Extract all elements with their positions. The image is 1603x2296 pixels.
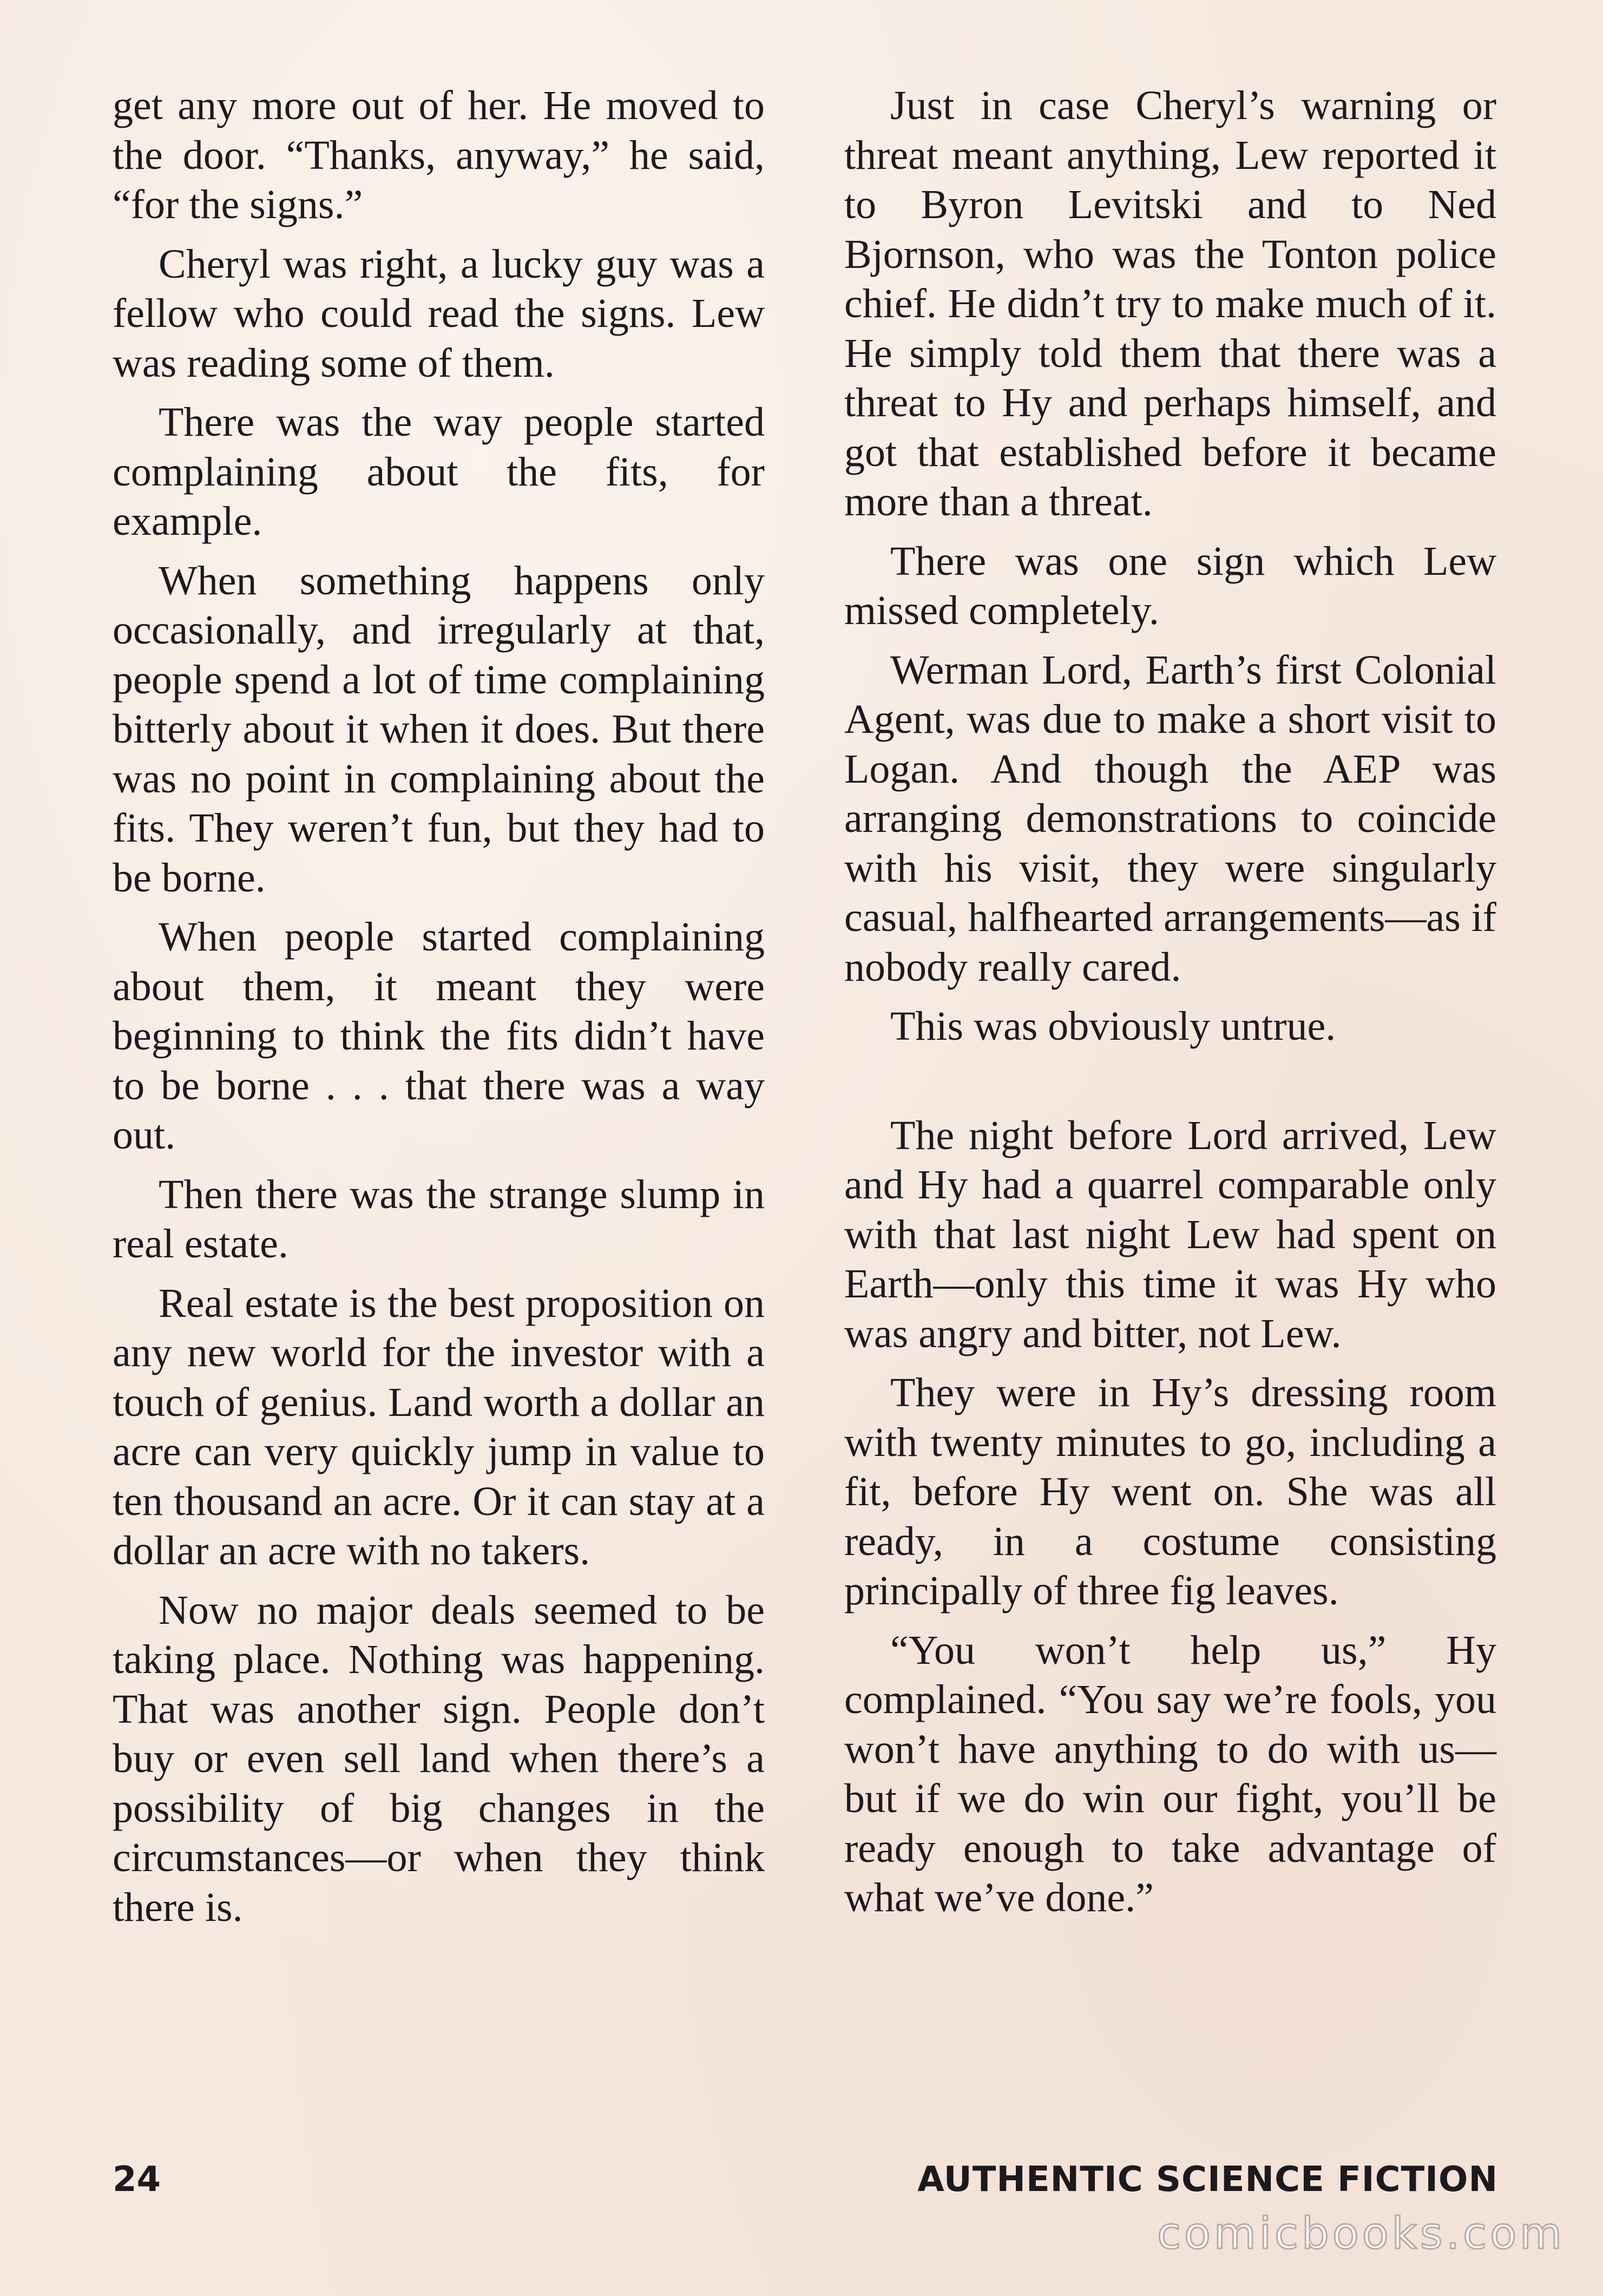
right-text-column bbox=[844, 81, 1496, 1933]
paragraph: There was one sign which Lew missed completely. bbox=[844, 538, 1496, 633]
paragraph: This was obviously untrue. bbox=[890, 1003, 1336, 1049]
paragraph: get any more out of her. He moved to the door. “Thanks, anyway,” he said, “for the signs.” bbox=[113, 83, 765, 227]
paragraph: “You won’t help us,” Hy complained. “You say we’re fools, you won’t have anything to do with us—but if we do win our fight, you’ll be ready enough to take advantage of what we’ve done.” bbox=[844, 1627, 1496, 1920]
watermark: comicbooks.com bbox=[1157, 2208, 1565, 2259]
paragraph: The night before Lord arrived, Lew and Hy had a quarrel comparable only with that last night Lew had spent on Earth—only this time it was Hy who was angry and bitter, not Lew. bbox=[844, 1112, 1496, 1356]
left-text-column bbox=[113, 81, 765, 1942]
paragraph: When people started complaining about them, it meant they were beginning to think the fits didn’t have to be borne . . . that there was a way out. bbox=[113, 914, 765, 1158]
page-footer bbox=[113, 2160, 1498, 2208]
paragraph: Real estate is the best proposition on any new world for the investor with a touch of genius. Land worth a dollar an acre can very quickly jump in value to ten thousand an acre. Or it can stay at a dollar an acre with no takers. bbox=[113, 1280, 765, 1573]
paragraph: Werman Lord, Earth’s first Colonial Agent, was due to make a short visit to Logan. And though the AEP was arranging demonstrations to coincide with his visit, they were singularly casual, halfhearted arrangements—as if nobody really cared. bbox=[844, 647, 1496, 990]
paragraph: Then there was the strange slump in real estate. bbox=[113, 1171, 765, 1267]
paragraph: Cheryl was right, a lucky guy was a fellow who could read the signs. Lew was reading some of them. bbox=[113, 241, 765, 386]
paragraph: Just in case Cheryl’s warning or threat meant anything, Lew reported it to Byron Levitski and to Ned Bjornson, who was the Tonton police chief. He didn’t try to make much of it. He simply told them that there was a threat to Hy and perhaps himself, and got that established before it became more than a threat. bbox=[844, 83, 1496, 524]
running-title: AUTHENTIC SCIENCE FICTION bbox=[917, 2160, 1498, 2200]
paragraph: There was the way people started complaining about the fits, for example. bbox=[113, 399, 765, 544]
paragraph: Now no major deals seemed to be taking place. Nothing was happening. That was another sign. People don’t buy or even sell land when there’s a possibility of big changes in the circumstances—or when they think there is. bbox=[113, 1587, 765, 1930]
page-number: 24 bbox=[113, 2160, 161, 2200]
paragraph: When something happens only occasionally, and irregularly at that, people spend a lot of time complaining bitterly about it when it does. But there was no point in complaining about the fits. They weren’t fun, but they had to be borne. bbox=[113, 557, 765, 901]
paragraph: They were in Hy’s dressing room with twenty minutes to go, including a fit, before Hy went on. She was all ready, in a costume consisting principally of three fig leaves. bbox=[844, 1370, 1496, 1613]
